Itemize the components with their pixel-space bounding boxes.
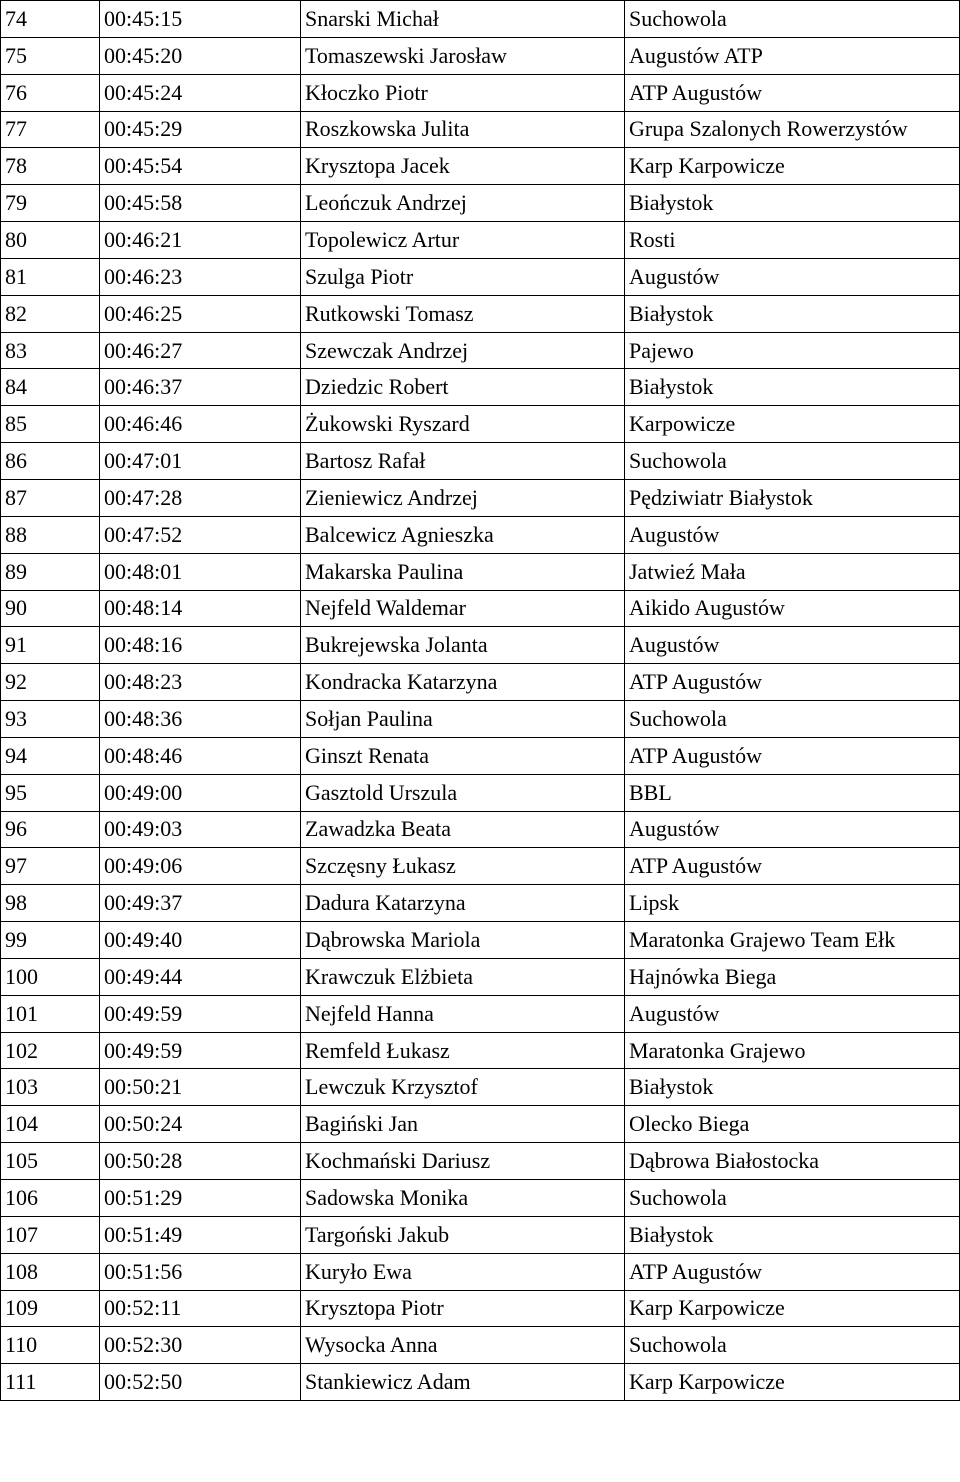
- table-row: [1, 1143, 960, 1180]
- club-cell: BBL: [625, 774, 960, 811]
- table-row: [1, 958, 960, 995]
- time-cell: 00:50:28: [100, 1143, 301, 1180]
- time-cell: 00:49:37: [100, 885, 301, 922]
- table-row: [1, 1069, 960, 1106]
- table-row: [1, 1216, 960, 1253]
- table-row: [1, 1032, 960, 1069]
- place-cell: 78: [1, 148, 100, 185]
- place-cell: 91: [1, 627, 100, 664]
- runner-name-cell: Nejfeld Waldemar: [301, 590, 625, 627]
- time-cell: 00:46:25: [100, 295, 301, 332]
- runner-name-cell: Nejfeld Hanna: [301, 995, 625, 1032]
- runner-name-cell: Wysocka Anna: [301, 1327, 625, 1364]
- club-cell: Pajewo: [625, 332, 960, 369]
- runner-name-cell: Kłoczko Piotr: [301, 74, 625, 111]
- club-cell: Białystok: [625, 1069, 960, 1106]
- time-cell: 00:45:24: [100, 74, 301, 111]
- time-cell: 00:49:00: [100, 774, 301, 811]
- time-cell: 00:45:58: [100, 185, 301, 222]
- club-cell: Lipsk: [625, 885, 960, 922]
- club-cell: ATP Augustów: [625, 74, 960, 111]
- place-cell: 94: [1, 737, 100, 774]
- runner-name-cell: Leończuk Andrzej: [301, 185, 625, 222]
- club-cell: Karp Karpowicze: [625, 1364, 960, 1401]
- table-row: [1, 1290, 960, 1327]
- runner-name-cell: Szczęsny Łukasz: [301, 848, 625, 885]
- runner-name-cell: Żukowski Ryszard: [301, 406, 625, 443]
- runner-name-cell: Szewczak Andrzej: [301, 332, 625, 369]
- place-cell: 80: [1, 222, 100, 259]
- table-row: [1, 1253, 960, 1290]
- place-cell: 99: [1, 922, 100, 959]
- place-cell: 75: [1, 37, 100, 74]
- runner-name-cell: Bartosz Rafał: [301, 443, 625, 480]
- results-table-body: [1, 1, 960, 1401]
- table-row: [1, 222, 960, 259]
- runner-name-cell: Zieniewicz Andrzej: [301, 479, 625, 516]
- place-cell: 102: [1, 1032, 100, 1069]
- club-cell: Augustów: [625, 811, 960, 848]
- club-cell: Hajnówka Biega: [625, 958, 960, 995]
- time-cell: 00:49:59: [100, 1032, 301, 1069]
- table-row: [1, 664, 960, 701]
- club-cell: Rosti: [625, 222, 960, 259]
- runner-name-cell: Zawadzka Beata: [301, 811, 625, 848]
- place-cell: 86: [1, 443, 100, 480]
- time-cell: 00:50:24: [100, 1106, 301, 1143]
- time-cell: 00:49:44: [100, 958, 301, 995]
- place-cell: 103: [1, 1069, 100, 1106]
- time-cell: 00:50:21: [100, 1069, 301, 1106]
- place-cell: 107: [1, 1216, 100, 1253]
- time-cell: 00:49:03: [100, 811, 301, 848]
- time-cell: 00:52:50: [100, 1364, 301, 1401]
- time-cell: 00:45:15: [100, 1, 301, 38]
- place-cell: 84: [1, 369, 100, 406]
- runner-name-cell: Snarski Michał: [301, 1, 625, 38]
- time-cell: 00:51:56: [100, 1253, 301, 1290]
- club-cell: Jatwieź Mała: [625, 553, 960, 590]
- place-cell: 111: [1, 1364, 100, 1401]
- table-row: [1, 111, 960, 148]
- time-cell: 00:48:16: [100, 627, 301, 664]
- runner-name-cell: Remfeld Łukasz: [301, 1032, 625, 1069]
- club-cell: Pędziwiatr Białystok: [625, 479, 960, 516]
- table-row: [1, 1, 960, 38]
- club-cell: Dąbrowa Białostocka: [625, 1143, 960, 1180]
- runner-name-cell: Tomaszewski Jarosław: [301, 37, 625, 74]
- club-cell: Suchowola: [625, 443, 960, 480]
- table-row: [1, 406, 960, 443]
- runner-name-cell: Rutkowski Tomasz: [301, 295, 625, 332]
- place-cell: 96: [1, 811, 100, 848]
- runner-name-cell: Lewczuk Krzysztof: [301, 1069, 625, 1106]
- table-row: [1, 553, 960, 590]
- place-cell: 74: [1, 1, 100, 38]
- place-cell: 108: [1, 1253, 100, 1290]
- table-row: [1, 627, 960, 664]
- club-cell: Aikido Augustów: [625, 590, 960, 627]
- table-row: [1, 369, 960, 406]
- time-cell: 00:45:20: [100, 37, 301, 74]
- place-cell: 101: [1, 995, 100, 1032]
- time-cell: 00:47:28: [100, 479, 301, 516]
- runner-name-cell: Kuryło Ewa: [301, 1253, 625, 1290]
- runner-name-cell: Krawczuk Elżbieta: [301, 958, 625, 995]
- place-cell: 105: [1, 1143, 100, 1180]
- place-cell: 77: [1, 111, 100, 148]
- time-cell: 00:49:06: [100, 848, 301, 885]
- club-cell: Augustów: [625, 516, 960, 553]
- time-cell: 00:46:27: [100, 332, 301, 369]
- club-cell: Augustów: [625, 995, 960, 1032]
- time-cell: 00:48:01: [100, 553, 301, 590]
- table-row: [1, 1327, 960, 1364]
- place-cell: 81: [1, 258, 100, 295]
- club-cell: Augustów ATP: [625, 37, 960, 74]
- place-cell: 76: [1, 74, 100, 111]
- table-row: [1, 295, 960, 332]
- runner-name-cell: Bagiński Jan: [301, 1106, 625, 1143]
- club-cell: Suchowola: [625, 701, 960, 738]
- time-cell: 00:48:14: [100, 590, 301, 627]
- club-cell: Białystok: [625, 1216, 960, 1253]
- place-cell: 109: [1, 1290, 100, 1327]
- runner-name-cell: Ginszt Renata: [301, 737, 625, 774]
- table-row: [1, 258, 960, 295]
- club-cell: Suchowola: [625, 1180, 960, 1217]
- place-cell: 83: [1, 332, 100, 369]
- club-cell: Olecko Biega: [625, 1106, 960, 1143]
- runner-name-cell: Dadura Katarzyna: [301, 885, 625, 922]
- runner-name-cell: Sadowska Monika: [301, 1180, 625, 1217]
- runner-name-cell: Gasztold Urszula: [301, 774, 625, 811]
- place-cell: 90: [1, 590, 100, 627]
- runner-name-cell: Roszkowska Julita: [301, 111, 625, 148]
- place-cell: 97: [1, 848, 100, 885]
- time-cell: 00:49:59: [100, 995, 301, 1032]
- club-cell: ATP Augustów: [625, 737, 960, 774]
- table-row: [1, 332, 960, 369]
- table-row: [1, 185, 960, 222]
- runner-name-cell: Stankiewicz Adam: [301, 1364, 625, 1401]
- table-row: [1, 848, 960, 885]
- table-row: [1, 1180, 960, 1217]
- table-row: [1, 37, 960, 74]
- place-cell: 95: [1, 774, 100, 811]
- table-row: [1, 1106, 960, 1143]
- time-cell: 00:46:23: [100, 258, 301, 295]
- place-cell: 89: [1, 553, 100, 590]
- table-row: [1, 811, 960, 848]
- time-cell: 00:46:21: [100, 222, 301, 259]
- runner-name-cell: Makarska Paulina: [301, 553, 625, 590]
- table-row: [1, 701, 960, 738]
- club-cell: ATP Augustów: [625, 1253, 960, 1290]
- club-cell: Białystok: [625, 185, 960, 222]
- time-cell: 00:48:23: [100, 664, 301, 701]
- time-cell: 00:51:49: [100, 1216, 301, 1253]
- time-cell: 00:45:54: [100, 148, 301, 185]
- table-row: [1, 1364, 960, 1401]
- club-cell: Białystok: [625, 369, 960, 406]
- time-cell: 00:46:46: [100, 406, 301, 443]
- runner-name-cell: Szulga Piotr: [301, 258, 625, 295]
- club-cell: Suchowola: [625, 1327, 960, 1364]
- club-cell: Grupa Szalonych Rowerzystów: [625, 111, 960, 148]
- table-row: [1, 516, 960, 553]
- table-row: [1, 443, 960, 480]
- club-cell: Maratonka Grajewo: [625, 1032, 960, 1069]
- table-row: [1, 74, 960, 111]
- table-row: [1, 479, 960, 516]
- place-cell: 106: [1, 1180, 100, 1217]
- runner-name-cell: Dziedzic Robert: [301, 369, 625, 406]
- runner-name-cell: Dąbrowska Mariola: [301, 922, 625, 959]
- club-cell: Augustów: [625, 627, 960, 664]
- club-cell: Karp Karpowicze: [625, 148, 960, 185]
- runner-name-cell: Krysztopa Piotr: [301, 1290, 625, 1327]
- place-cell: 98: [1, 885, 100, 922]
- runner-name-cell: Sołjan Paulina: [301, 701, 625, 738]
- time-cell: 00:46:37: [100, 369, 301, 406]
- place-cell: 92: [1, 664, 100, 701]
- table-row: [1, 148, 960, 185]
- place-cell: 93: [1, 701, 100, 738]
- place-cell: 82: [1, 295, 100, 332]
- place-cell: 110: [1, 1327, 100, 1364]
- table-row: [1, 774, 960, 811]
- place-cell: 104: [1, 1106, 100, 1143]
- time-cell: 00:51:29: [100, 1180, 301, 1217]
- club-cell: ATP Augustów: [625, 664, 960, 701]
- table-row: [1, 590, 960, 627]
- time-cell: 00:48:46: [100, 737, 301, 774]
- place-cell: 79: [1, 185, 100, 222]
- table-row: [1, 922, 960, 959]
- runner-name-cell: Kochmański Dariusz: [301, 1143, 625, 1180]
- place-cell: 88: [1, 516, 100, 553]
- time-cell: 00:45:29: [100, 111, 301, 148]
- table-row: [1, 995, 960, 1032]
- club-cell: Augustów: [625, 258, 960, 295]
- table-row: [1, 737, 960, 774]
- club-cell: Białystok: [625, 295, 960, 332]
- club-cell: Maratonka Grajewo Team Ełk: [625, 922, 960, 959]
- time-cell: 00:48:36: [100, 701, 301, 738]
- place-cell: 87: [1, 479, 100, 516]
- runner-name-cell: Kondracka Katarzyna: [301, 664, 625, 701]
- place-cell: 85: [1, 406, 100, 443]
- time-cell: 00:52:11: [100, 1290, 301, 1327]
- place-cell: 100: [1, 958, 100, 995]
- runner-name-cell: Targoński Jakub: [301, 1216, 625, 1253]
- time-cell: 00:47:01: [100, 443, 301, 480]
- club-cell: Karpowicze: [625, 406, 960, 443]
- time-cell: 00:49:40: [100, 922, 301, 959]
- club-cell: Karp Karpowicze: [625, 1290, 960, 1327]
- time-cell: 00:47:52: [100, 516, 301, 553]
- runner-name-cell: Krysztopa Jacek: [301, 148, 625, 185]
- club-cell: Suchowola: [625, 1, 960, 38]
- runner-name-cell: Bukrejewska Jolanta: [301, 627, 625, 664]
- table-row: [1, 885, 960, 922]
- runner-name-cell: Topolewicz Artur: [301, 222, 625, 259]
- time-cell: 00:52:30: [100, 1327, 301, 1364]
- club-cell: ATP Augustów: [625, 848, 960, 885]
- runner-name-cell: Balcewicz Agnieszka: [301, 516, 625, 553]
